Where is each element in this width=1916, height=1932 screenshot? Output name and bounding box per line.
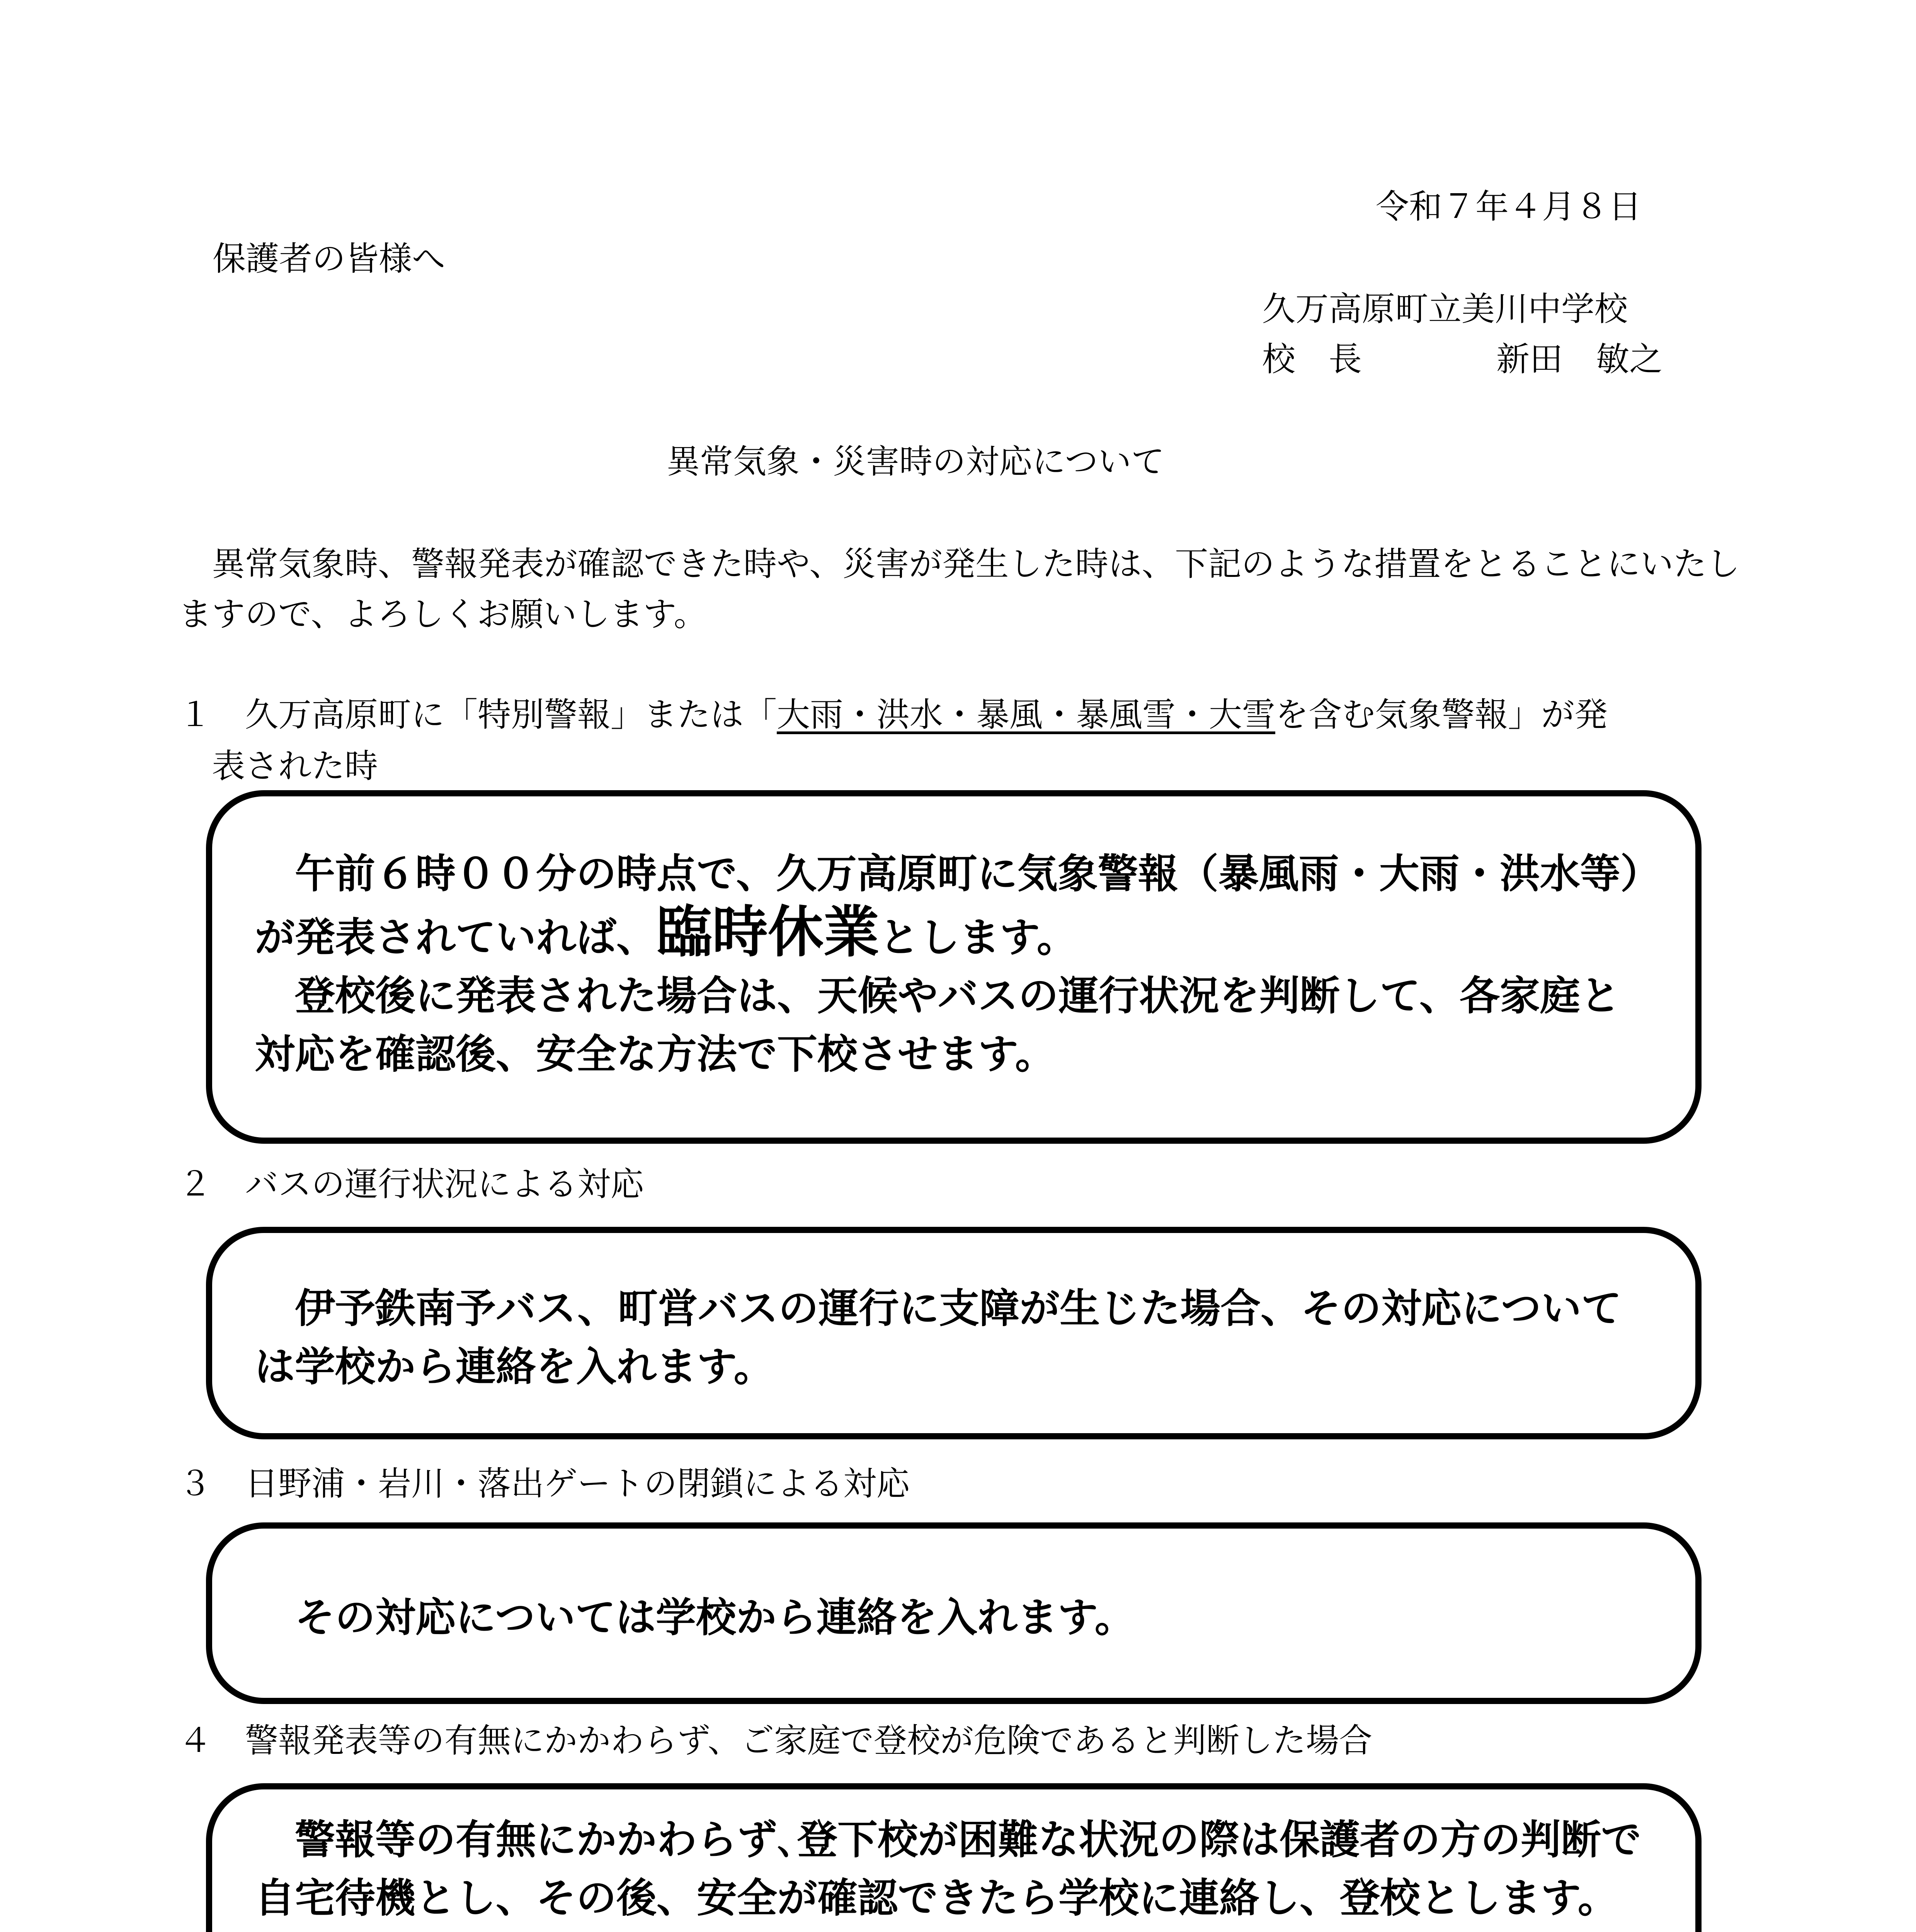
section-1-heading-cont: 表された時 [212, 747, 378, 786]
section-1-box-para-1: 午前６時００分の時点で、久万高原町に気象警報（暴風雨・大雨・洪水等）が発表されていれば、臨時休業とします。 [255, 850, 1640, 964]
addressee: 保護者の皆様へ [213, 240, 445, 278]
principal-title: 校 長 [1262, 340, 1362, 379]
intro-paragraph: 異常気象時、警報発表が確認できた時や、災害が発生した時は、下記のような措置をとることにいたしますので、よろしくお願いします。 [179, 545, 1740, 634]
section-1-heading [179, 694, 1608, 737]
section-1-heading-suffix: を含む気象警報」が発 [1275, 696, 1608, 734]
temporary-closure-emphasis: 臨時休業 [657, 900, 880, 964]
section-2-box: 伊予鉄南予バス、町営バスの運行に支障が生じた場合、その対応については学校から連絡を入れます。 [206, 1227, 1702, 1439]
section-1-heading-prefix: １ 久万高原町に「特別警報」または「 [179, 696, 777, 734]
principal-name: 新田 敏之 [1496, 340, 1662, 379]
section-1-box [206, 790, 1702, 1144]
section-3-box: その対応については学校から連絡を入れます。 [206, 1522, 1702, 1704]
warning-types-underlined: 大雨・洪水・暴風・暴風雪・大雪 [777, 696, 1275, 734]
section-4-box: 警報等の有無にかかわらず､登下校が困難な状況の際は保護者の方の判断で自宅待機とし、その後、安全が確認できたら学校に連絡し、登校とします。 [206, 1783, 1702, 1932]
section-2-heading: ２ バスの運行状況による対応 [179, 1165, 644, 1204]
document-title: 異常気象・災害時の対応について [667, 442, 1165, 481]
school-name: 久万高原町立美川中学校 [1262, 290, 1628, 328]
section-3-heading: ３ 日野浦・岩川・落出ゲートの閉鎖による対応 [179, 1464, 910, 1503]
section-4-heading: ４ 警報発表等の有無にかかわらず、ご家庭で登校が危険であると判断した場合 [179, 1721, 1373, 1760]
section-1-box-para-2: 登校後に発表された場合は、天候やバスの運行状況を判断して、各家庭と対応を確認後、安全な方法で下校させます。 [255, 972, 1620, 1078]
document-date: 令和７年４月８日 [1376, 187, 1642, 226]
